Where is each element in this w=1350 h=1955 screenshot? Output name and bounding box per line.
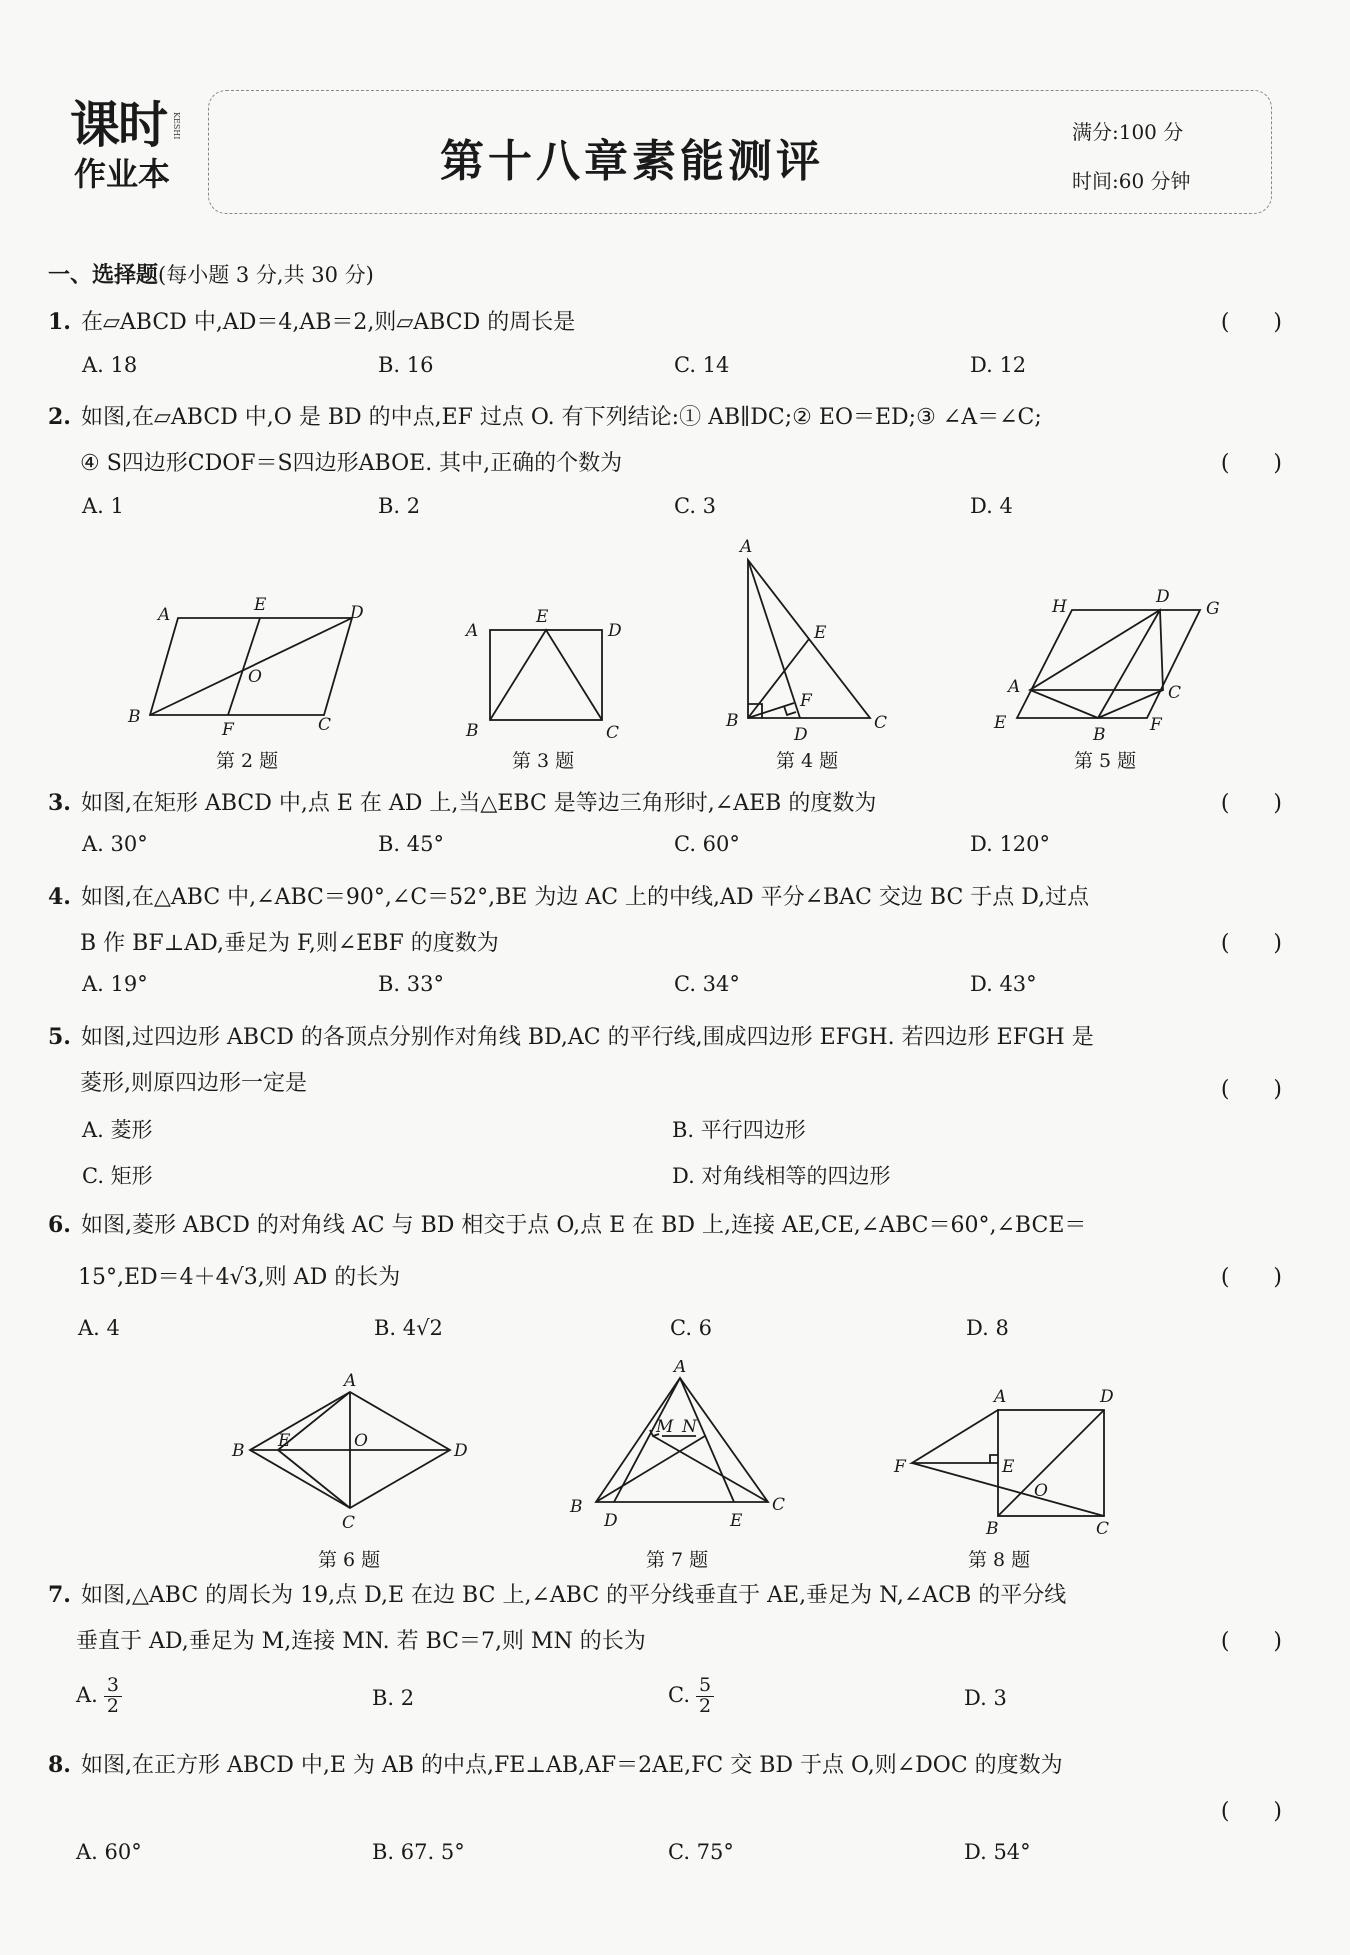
option-b: B. 16 — [378, 353, 434, 377]
numerator: 5 — [696, 1676, 714, 1697]
answer-blank: ( ) — [1220, 1629, 1282, 1654]
option-d: D. 54° — [964, 1840, 1031, 1864]
triangle-ebc — [490, 630, 602, 720]
label-b: B — [128, 707, 141, 727]
answer-blank: ( ) — [1220, 1265, 1282, 1290]
figure-3 — [464, 607, 622, 743]
label-b: B — [232, 1441, 245, 1461]
question-number: 2. — [48, 404, 71, 430]
question-text: 如图,在△ABC 中,∠ABC＝90°,∠C＝52°,BE 为边 AC 上的中线,AD 平分∠BAC 交边 BC 于点 D,过点 — [80, 885, 1090, 910]
question-6-line2: 15°,ED＝4＋4√3,则 AD 的长为 — [78, 1265, 401, 1290]
segment-ce — [278, 1450, 350, 1508]
question-text: 如图,过四边形 ABCD 的各顶点分别作对角线 BD,AC 的平行线,围成四边形 EFGH. 若四边形 EFGH 是 — [80, 1025, 1094, 1050]
label-m: M — [656, 1417, 674, 1437]
answer-blank: ( ) — [1220, 791, 1282, 816]
diagonal-bd — [1098, 610, 1160, 718]
label-d: D — [608, 621, 622, 641]
label-e: E — [278, 1431, 291, 1451]
label-a: A — [994, 1387, 1007, 1407]
label-d: D — [1156, 587, 1170, 607]
figure-5 — [993, 587, 1220, 745]
option-c: C. 6 — [670, 1316, 713, 1340]
option-d: D. 对角线相等的四边形 — [672, 1164, 891, 1188]
label-a: A — [466, 621, 479, 641]
option-d: D. 43° — [970, 972, 1037, 996]
option-a: A. 60° — [76, 1840, 142, 1864]
label-f: F — [222, 720, 234, 740]
figure-8 — [893, 1387, 1114, 1539]
label-e: E — [994, 713, 1007, 733]
option-c: C. 3 — [674, 494, 717, 518]
question-8 — [48, 1748, 1063, 1779]
caption-fig-7: 第 7 题 — [646, 1549, 709, 1571]
label-c: C — [342, 1513, 356, 1533]
rectangle-abcd — [490, 630, 602, 720]
figure-row-1 — [0, 530, 1350, 780]
option-c: C. 14 — [674, 353, 730, 377]
time-limit: 时间:60 分钟 — [1072, 169, 1191, 193]
label-a: A — [158, 605, 171, 625]
logo-text-2: 作业本 — [74, 155, 171, 193]
denominator: 2 — [699, 1694, 712, 1717]
option-d: D. 120° — [970, 832, 1051, 856]
option-b: B. 平行四边形 — [672, 1118, 806, 1142]
label-f: F — [1150, 715, 1162, 735]
label-f: F — [894, 1457, 906, 1477]
right-angle-e — [990, 1455, 998, 1463]
option-d: D. 12 — [970, 353, 1027, 377]
label-d: D — [454, 1441, 468, 1461]
right-angle-f — [784, 706, 796, 715]
page-title: 第十八章素能测评 — [440, 136, 824, 187]
question-text: 如图,在矩形 ABCD 中,点 E 在 AD 上,当△EBC 是等边三角形时,∠AEB 的度数为 — [80, 791, 877, 816]
question-text: 如图,在▱ABCD 中,O 是 BD 的中点,EF 过点 O. 有下列结论:① AB∥DC;② EO＝ED;③ ∠A＝∠C; — [80, 405, 1042, 430]
label-d: D — [794, 725, 808, 745]
quadrilateral-abcd — [1030, 610, 1163, 718]
option-a: A. 30° — [82, 832, 148, 856]
label-c: C — [874, 713, 888, 733]
label-e: E — [254, 595, 267, 615]
label-o: O — [354, 1431, 368, 1451]
option-c: C. 60° — [674, 832, 740, 856]
option-a: A. 菱形 — [82, 1118, 153, 1142]
numerator: 3 — [104, 1676, 122, 1697]
label-b: B — [570, 1497, 583, 1517]
label-c: C — [1096, 1519, 1110, 1539]
label-a: A — [1008, 677, 1021, 697]
triangle-abc — [596, 1378, 768, 1502]
option-a: A. 18 — [82, 353, 138, 377]
label-b: B — [726, 711, 739, 731]
question-4-line2: B 作 BF⊥AD,垂足为 F,则∠EBF 的度数为 — [80, 931, 499, 956]
option-b: B. 4√2 — [374, 1316, 443, 1340]
caption-fig-5: 第 5 题 — [1074, 750, 1137, 772]
label-a: A — [674, 1360, 687, 1377]
label-a: A — [740, 537, 753, 557]
figure-4 — [725, 537, 887, 745]
label-e: E — [730, 1511, 743, 1531]
label-h: H — [1052, 597, 1067, 617]
answer-blank: ( ) — [1220, 1799, 1282, 1824]
question-7 — [48, 1578, 1066, 1609]
section-heading: 一、选择题 — [48, 262, 159, 288]
caption-fig-6: 第 6 题 — [318, 1549, 381, 1571]
answer-blank: ( ) — [1220, 310, 1282, 335]
segment-ad — [748, 560, 800, 718]
question-number: 1. — [48, 309, 71, 335]
label-a: A — [344, 1371, 357, 1391]
logo-text-1: 课时 — [70, 96, 166, 154]
figure-2 — [127, 595, 364, 740]
bisector-b — [596, 1436, 705, 1502]
caption-fig-2: 第 2 题 — [216, 750, 279, 772]
segments-af-fe — [912, 1410, 998, 1463]
denominator: 2 — [106, 1694, 119, 1717]
full-score: 满分:100 分 — [1072, 120, 1184, 144]
option-a: A. 19° — [82, 972, 148, 996]
option-c: C. 34° — [674, 972, 740, 996]
option-b: B. 2 — [372, 1686, 415, 1710]
question-number: 8. — [48, 1752, 71, 1778]
label-c: C — [606, 723, 620, 743]
answer-blank: ( ) — [1220, 451, 1282, 476]
option-b: B. 45° — [378, 832, 445, 856]
question-number: 7. — [48, 1582, 71, 1608]
label-o: O — [248, 667, 262, 687]
label-c: C — [772, 1495, 786, 1515]
option-d: D. 3 — [964, 1686, 1007, 1710]
question-text: 在▱ABCD 中,AD＝4,AB＝2,则▱ABCD 的周长是 — [80, 310, 576, 335]
question-number: 3. — [48, 790, 71, 816]
question-5-line2: 菱形,则原四边形一定是 — [80, 1071, 307, 1096]
label-d: D — [350, 603, 364, 623]
label-b: B — [1093, 725, 1106, 745]
segment-ae — [680, 1378, 734, 1502]
option-c — [668, 1676, 714, 1717]
label-e: E — [536, 607, 549, 627]
option-c: C. 75° — [668, 1840, 734, 1864]
option-d: D. 8 — [966, 1316, 1009, 1340]
segment-ad — [614, 1378, 680, 1502]
question-number: 6. — [48, 1212, 71, 1238]
option-label: A. — [76, 1682, 98, 1707]
option-d: D. 4 — [970, 494, 1013, 518]
option-b: B. 33° — [378, 972, 445, 996]
option-a — [76, 1676, 122, 1717]
question-1 — [48, 305, 575, 336]
label-o: O — [1034, 1481, 1048, 1501]
label-d: D — [604, 1511, 618, 1531]
label-e: E — [1002, 1457, 1015, 1477]
question-4 — [48, 880, 1089, 911]
question-number: 5. — [48, 1024, 71, 1050]
question-7-line2: 垂直于 AD,垂足为 M,连接 MN. 若 BC＝7,则 MN 的长为 — [76, 1629, 646, 1654]
option-b: B. 67. 5° — [372, 1840, 465, 1864]
fraction — [104, 1676, 122, 1717]
label-c: C — [1168, 683, 1182, 703]
fraction — [696, 1676, 714, 1717]
label-n: N — [682, 1417, 697, 1437]
label-g: G — [1206, 599, 1220, 619]
option-label: C. — [668, 1682, 690, 1707]
figure-7 — [569, 1360, 785, 1531]
option-a: A. 1 — [82, 494, 124, 518]
question-5 — [48, 1020, 1094, 1051]
label-c: C — [318, 715, 332, 735]
label-b: B — [466, 721, 479, 741]
caption-fig-8: 第 8 题 — [968, 1549, 1031, 1571]
figure-row-2 — [0, 1360, 1350, 1560]
question-number: 4. — [48, 884, 71, 910]
question-2 — [48, 400, 1042, 431]
section-title — [48, 258, 374, 289]
answer-blank: ( ) — [1220, 931, 1282, 956]
option-a: A. 4 — [78, 1316, 120, 1340]
question-text: 如图,在正方形 ABCD 中,E 为 AB 的中点,FE⊥AB,AF＝2AE,FC 交 BD 于点 O,则∠DOC 的度数为 — [80, 1753, 1063, 1778]
label-e: E — [814, 623, 827, 643]
question-text: 如图,菱形 ABCD 的对角线 AC 与 BD 相交于点 O,点 E 在 BD 上,连接 AE,CE,∠ABC＝60°,∠BCE＝ — [80, 1213, 1087, 1238]
question-6 — [48, 1208, 1086, 1239]
figure-6 — [231, 1371, 468, 1533]
caption-fig-4: 第 4 题 — [776, 750, 839, 772]
logo-mark: KESHI — [172, 112, 181, 140]
answer-blank: ( ) — [1220, 1077, 1282, 1102]
label-f: F — [800, 691, 812, 711]
question-2-line2: ④ S四边形CDOF＝S四边形ABOE. 其中,正确的个数为 — [80, 451, 623, 476]
label-d: D — [1100, 1387, 1114, 1407]
question-3 — [48, 786, 876, 817]
option-b: B. 2 — [378, 494, 421, 518]
question-text: 如图,△ABC 的周长为 19,点 D,E 在边 BC 上,∠ABC 的平分线垂直于 AE,垂足为 N,∠ACB 的平分线 — [80, 1583, 1067, 1608]
label-b: B — [986, 1519, 999, 1539]
section-note: (每小题 3 分,共 30 分) — [158, 263, 374, 287]
caption-fig-3: 第 3 题 — [512, 750, 575, 772]
option-c: C. 矩形 — [82, 1164, 153, 1188]
